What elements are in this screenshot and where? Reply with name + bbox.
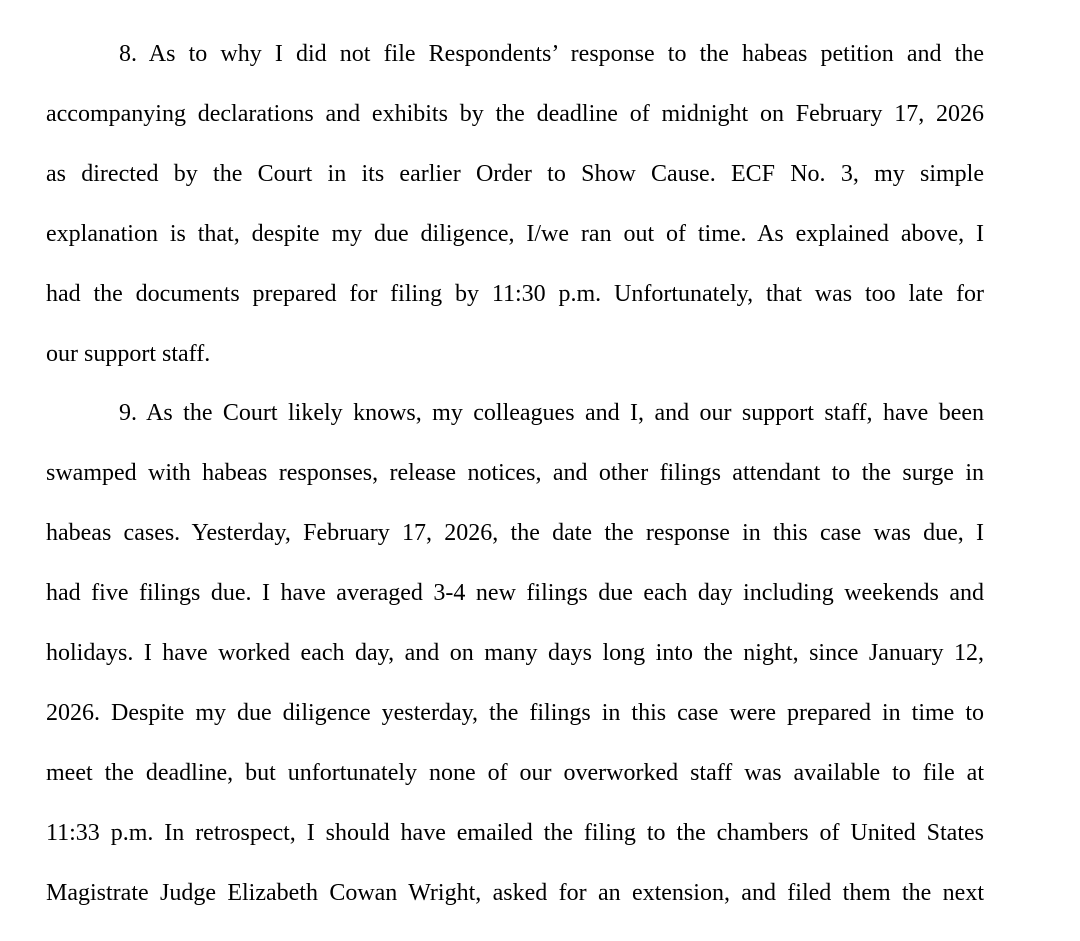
text-line: 11:33 p.m. In retrospect, I should have emailed the filing to the chambers of United States	[46, 820, 984, 846]
text-line: Magistrate Judge Elizabeth Cowan Wright, asked for an extension, and filed them the next	[46, 880, 984, 906]
text-line: swamped with habeas responses, release notices, and other filings attendant to the surge in	[46, 460, 984, 486]
text-line: meet the deadline, but unfortunately none of our overworked staff was available to file at	[46, 760, 984, 786]
text-line: accompanying declarations and exhibits by the deadline of midnight on February 17, 2026	[46, 101, 984, 127]
text-line: as directed by the Court in its earlier Order to Show Cause. ECF No. 3, my simple	[46, 161, 984, 187]
text-line: 9. As the Court likely knows, my colleagues and I, and our support staff, have been	[119, 400, 984, 426]
text-line: habeas cases. Yesterday, February 17, 2026, the date the response in this case was due, I	[46, 520, 984, 546]
text-line: explanation is that, despite my due diligence, I/we ran out of time. As explained above, I	[46, 221, 984, 247]
text-line: had the documents prepared for filing by 11:30 p.m. Unfortunately, that was too late for	[46, 281, 984, 307]
text-line: our support staff.	[46, 341, 211, 367]
text-line: 2026. Despite my due diligence yesterday, the filings in this case were prepared in time to	[46, 700, 984, 726]
text-line: 8. As to why I did not file Respondents’ response to the habeas petition and the	[119, 41, 984, 67]
text-line: had five filings due. I have averaged 3-4 new filings due each day including weekends and	[46, 580, 984, 606]
text-line: holidays. I have worked each day, and on many days long into the night, since January 12,	[46, 640, 984, 666]
